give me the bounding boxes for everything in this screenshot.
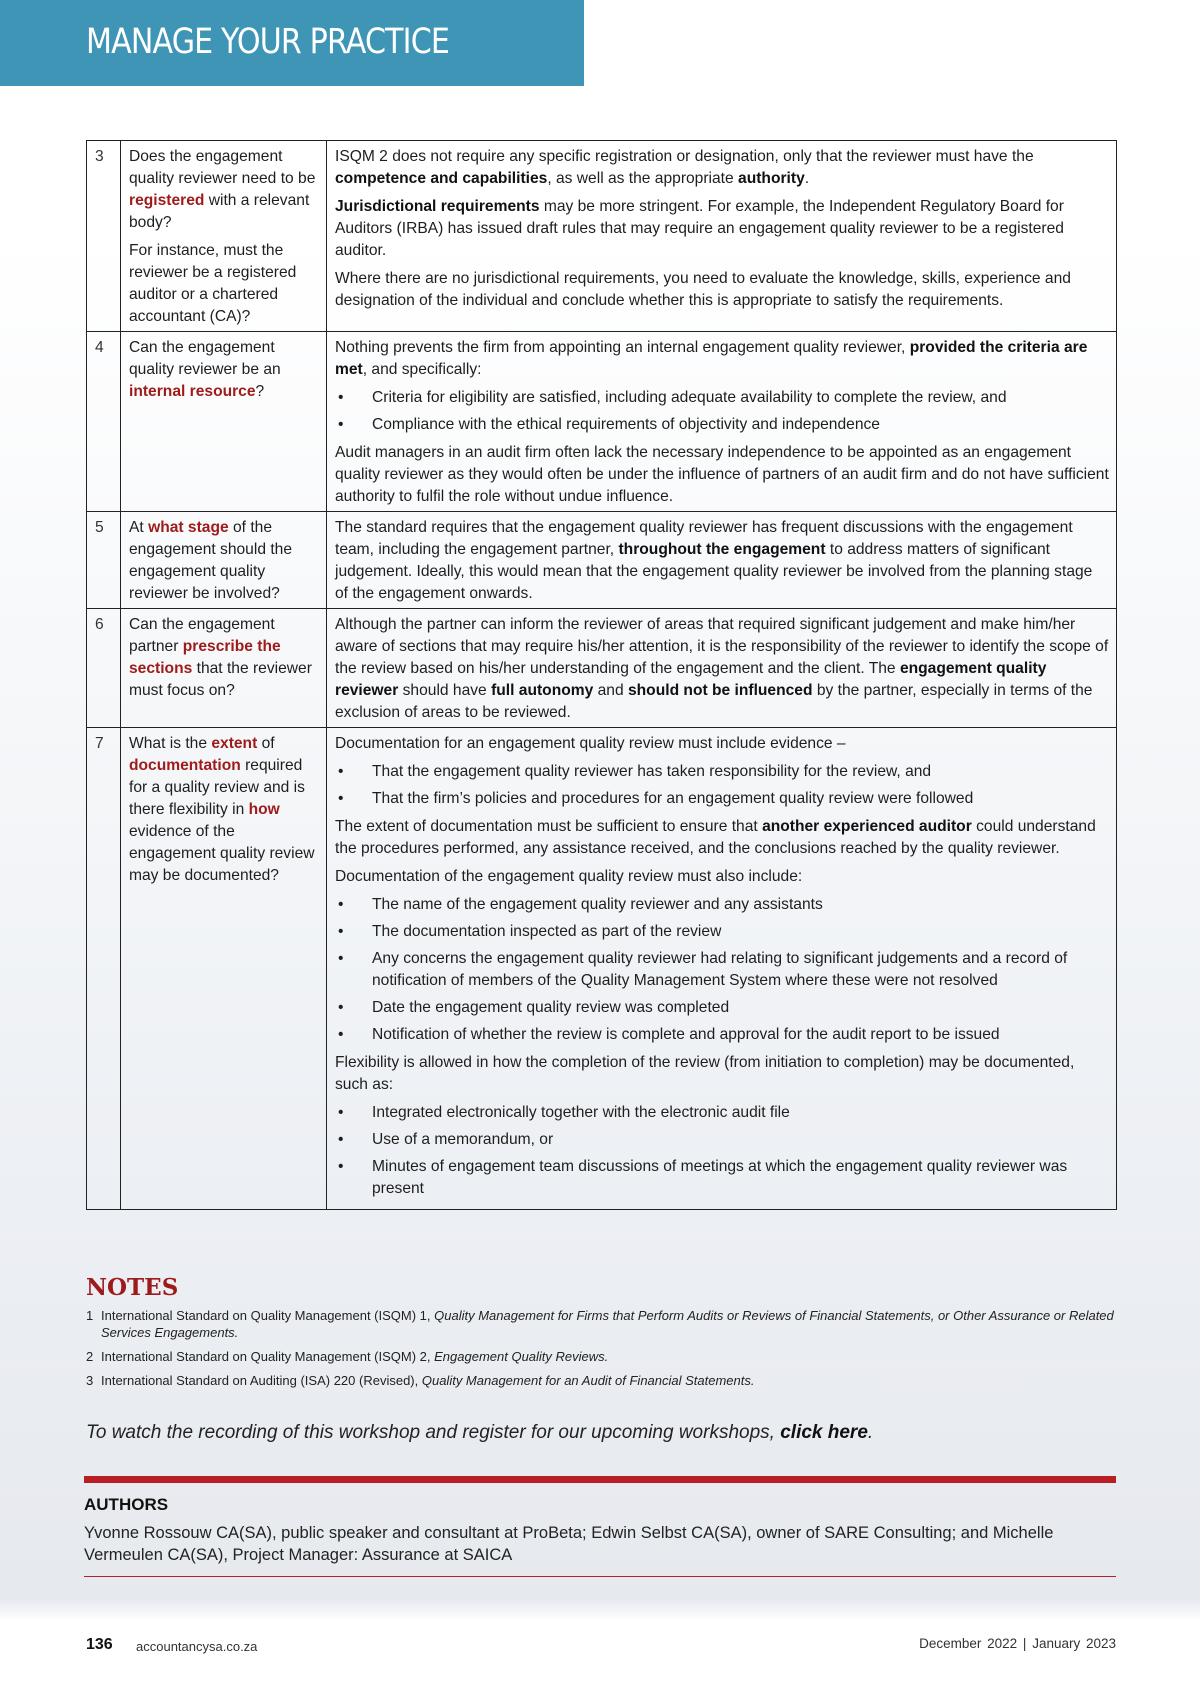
website-link[interactable]: accountancysa.co.za bbox=[136, 1639, 258, 1654]
answer-paragraph: Audit managers in an audit firm often lack the necessary independence to be appointed as an engagement quality reviewer as they would often be under the influence of partners of an audit firm and do not have sufficient authority to fulfil the role without undue influence. bbox=[335, 444, 1109, 505]
answer-paragraph: Although the partner can inform the reviewer of areas that required significant judgement and make him/her aware of sections that may require his/her attention, it is the responsibility of the reviewer to identify the scope of the review based on his/her understanding of the engagement and the client. The engagement quality reviewer should have full autonomy and should not be influenced by the partner, especially in terms of the exclusion of areas to be reviewed. bbox=[335, 616, 1109, 721]
red-divider bbox=[84, 1476, 1116, 1483]
list-item: • Criteria for eligibility are satisfied, including adequate availability to complete the review, and bbox=[335, 387, 1109, 409]
row-number: 4 bbox=[87, 332, 121, 512]
answer-paragraph: Where there are no jurisdictional requirements, you need to evaluate the knowledge, skills, experience and designation of the individual and conclude whether this is appropriate to satisfy the requirements. bbox=[335, 270, 1071, 309]
list-item: • The documentation inspected as part of the review bbox=[335, 921, 1109, 943]
question-text: At what stage of the engagement should the engagement quality reviewer be involved? bbox=[129, 519, 292, 602]
list-item: • Notification of whether the review is complete and approval for the audit report to be issued bbox=[335, 1024, 1109, 1046]
row-number: 3 bbox=[87, 141, 121, 332]
question-text: What is the extent of documentation required for a quality review and is there flexibility in how evidence of the engagement quality review may be documented? bbox=[129, 735, 315, 884]
row-number: 6 bbox=[87, 609, 121, 728]
list-item: • That the firm’s policies and procedures for an engagement quality review were followed bbox=[335, 788, 1109, 810]
question-cell bbox=[121, 609, 327, 728]
list-item: • Minutes of engagement team discussions of meetings at which the engagement quality reviewer was present bbox=[335, 1156, 1109, 1200]
list-item: • That the engagement quality reviewer has taken responsibility for the review, and bbox=[335, 761, 1109, 783]
answer-cell bbox=[327, 728, 1117, 1210]
list-item: • Use of a memorandum, or bbox=[335, 1129, 1109, 1151]
answer-cell bbox=[327, 609, 1117, 728]
page-number: 136 bbox=[86, 1636, 113, 1653]
thin-divider bbox=[84, 1576, 1116, 1577]
answer-cell bbox=[327, 332, 1117, 512]
qa-table bbox=[86, 140, 1117, 1210]
table-row bbox=[87, 609, 1117, 728]
answer-paragraph: The extent of documentation must be sufficient to ensure that another experienced auditor could understand the procedures performed, any assistance received, and the conclusions reached by the quality reviewer. bbox=[335, 818, 1096, 857]
answer-cell bbox=[327, 141, 1117, 332]
click-here-link[interactable]: click here bbox=[780, 1422, 868, 1443]
answer-paragraph: The standard requires that the engagement quality reviewer has frequent discussions with the engagement team, including the engagement partner, throughout the engagement to address matters of significant judgement. Ideally, this would mean that the engagement quality reviewer be involved from the planning stage of the engagement onwards. bbox=[335, 519, 1093, 602]
question-text: Can the engagement partner prescribe the sections that the reviewer must focus on? bbox=[129, 616, 312, 699]
note-item: 3 International Standard on Auditing (ISA) 220 (Revised), Quality Management for an Audit of Financial Statements. bbox=[86, 1373, 755, 1388]
section-title: MANAGE YOUR PRACTICE bbox=[86, 22, 450, 62]
bullet-list bbox=[335, 761, 1109, 810]
note-item: 2 International Standard on Quality Management (ISQM) 2, Engagement Quality Reviews. bbox=[86, 1349, 609, 1364]
issue-date: December 2022 | January 2023 bbox=[919, 1636, 1116, 1651]
question-cell bbox=[121, 332, 327, 512]
table-row bbox=[87, 728, 1117, 1210]
row-number: 5 bbox=[87, 512, 121, 609]
table-row bbox=[87, 141, 1117, 332]
list-item: • Compliance with the ethical requirements of objectivity and independence bbox=[335, 414, 1109, 436]
answer-cell bbox=[327, 512, 1117, 609]
row-number: 7 bbox=[87, 728, 121, 1210]
workshop-call-to-action: To watch the recording of this workshop and register for our upcoming workshops, click here. bbox=[86, 1422, 874, 1443]
question-text: Does the engagement quality reviewer need to be registered with a relevant body? bbox=[129, 148, 316, 231]
list-item: • Any concerns the engagement quality reviewer had relating to significant judgements and a record of notification of members of the Quality Management System where these were not resolved bbox=[335, 948, 1109, 992]
header-band bbox=[0, 0, 584, 86]
bullet-list bbox=[335, 1102, 1109, 1200]
answer-paragraph: Flexibility is allowed in how the completion of the review (from initiation to completion) may be documented, such as: bbox=[335, 1054, 1075, 1093]
answer-paragraph: Documentation for an engagement quality review must include evidence – bbox=[335, 735, 846, 752]
question-cell bbox=[121, 512, 327, 609]
answer-paragraph: Nothing prevents the firm from appointing an internal engagement quality reviewer, provided the criteria are met, and specifically: bbox=[335, 339, 1088, 378]
bullet-list bbox=[335, 387, 1109, 436]
list-item: • Date the engagement quality review was completed bbox=[335, 997, 1109, 1019]
question-text: For instance, must the reviewer be a registered auditor or a chartered accountant (CA)? bbox=[129, 242, 297, 325]
table-row bbox=[87, 512, 1117, 609]
list-item: • The name of the engagement quality reviewer and any assistants bbox=[335, 894, 1109, 916]
answer-paragraph: Documentation of the engagement quality review must also include: bbox=[335, 868, 803, 885]
question-text: Can the engagement quality reviewer be an internal resource? bbox=[129, 339, 281, 400]
answer-paragraph: Jurisdictional requirements may be more stringent. For example, the Independent Regulatory Board for Auditors (IRBA) has issued draft rules that may require an engagement quality reviewer to be a registered auditor. bbox=[335, 198, 1064, 259]
question-cell bbox=[121, 728, 327, 1210]
table-row bbox=[87, 332, 1117, 512]
authors-text: Yvonne Rossouw CA(SA), public speaker and consultant at ProBeta; Edwin Selbst CA(SA), owner of SARE Consulting; and Michelle Vermeulen CA(SA), Project Manager: Assurance at SAICA bbox=[84, 1524, 1054, 1564]
notes-section bbox=[86, 1274, 1116, 1396]
list-item: • Integrated electronically together with the electronic audit file bbox=[335, 1102, 1109, 1124]
notes-heading: NOTES bbox=[86, 1274, 179, 1301]
bullet-list bbox=[335, 894, 1109, 1046]
answer-paragraph: ISQM 2 does not require any specific registration or designation, only that the reviewer must have the competence and capabilities, as well as the appropriate authority. bbox=[335, 148, 1034, 187]
authors-heading: AUTHORS bbox=[84, 1495, 169, 1514]
question-cell bbox=[121, 141, 327, 332]
note-item: 1 International Standard on Quality Management (ISQM) 1, Quality Management for Firms that Perform Audits or Reviews of Financial Statements, or Other Assurance or Related Services Engagements. bbox=[86, 1308, 1114, 1340]
